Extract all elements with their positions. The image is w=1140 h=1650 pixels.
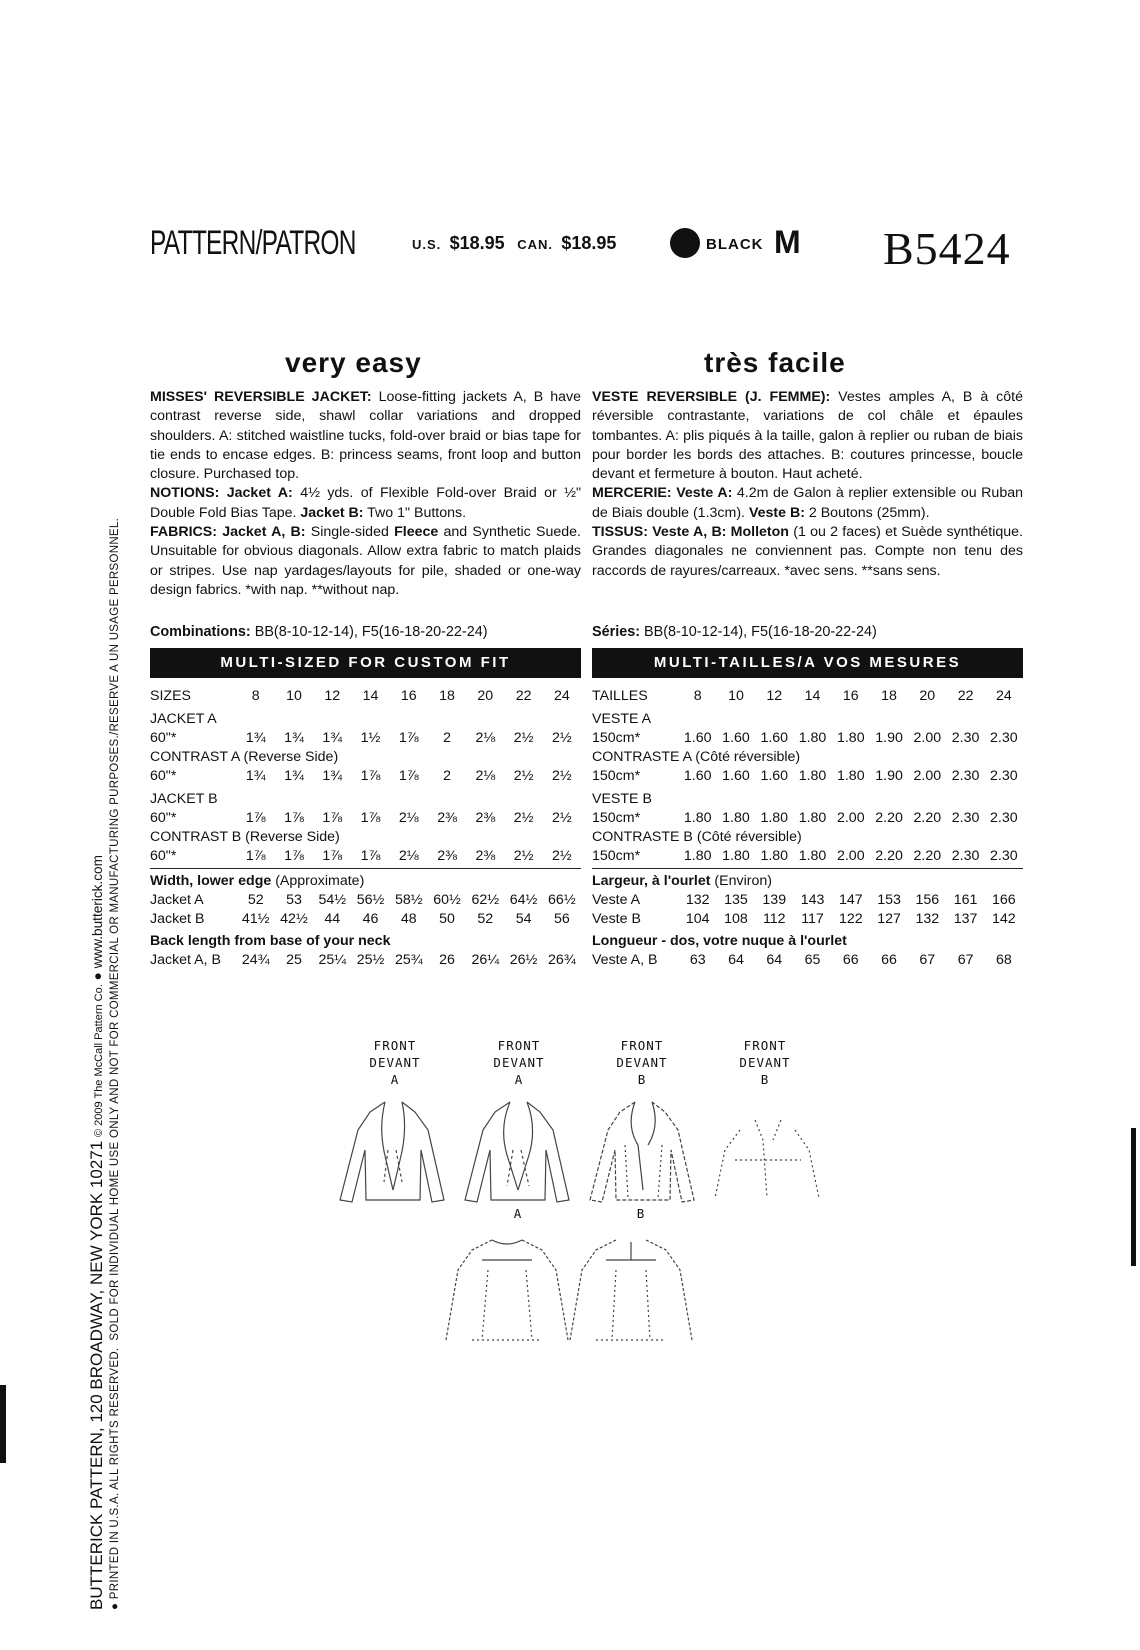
row-label: Jacket A, B: [150, 951, 221, 968]
table-divider-en: [150, 868, 581, 869]
cell: 135: [724, 891, 748, 908]
cell: 60½: [433, 891, 461, 908]
cell: 127: [877, 910, 901, 927]
cell: 64½: [509, 891, 538, 908]
notions-a-title: Jacket A:: [219, 485, 293, 502]
cell: 14: [804, 687, 821, 704]
cell: 1.80: [798, 729, 827, 746]
pattern-label: PATTERN/PATRON: [150, 224, 356, 262]
cell: 1⅞: [322, 809, 343, 826]
cell: 63: [689, 951, 706, 968]
cell: 25¾: [394, 951, 423, 968]
cell: 2.20: [875, 809, 903, 826]
cell: 1½: [360, 729, 381, 746]
table-row: [592, 747, 1023, 766]
cell: 52: [247, 891, 264, 908]
bullet-icon: ●: [109, 1602, 121, 1610]
row-label: JACKET B: [150, 790, 218, 807]
us-price: $18.95: [449, 233, 505, 253]
figure-label-back-a: A: [513, 1206, 523, 1221]
cell: 2.30: [951, 729, 980, 746]
cell: 1⅞: [360, 809, 381, 826]
fabrics-bold: Fleece: [394, 524, 439, 541]
cell: 8: [693, 687, 702, 704]
cell: 2.00: [836, 847, 865, 864]
width-title: Width, lower edge: [150, 872, 272, 889]
cell: 2½: [513, 847, 534, 864]
cell: 62½: [471, 891, 500, 908]
cell: 56: [553, 910, 570, 927]
row-label: 60"*: [150, 767, 177, 784]
cell: 10: [286, 687, 302, 704]
english-heading: very easy: [285, 347, 422, 378]
cell: 132: [685, 891, 710, 908]
cell: 143: [800, 891, 825, 908]
cell: 1.90: [875, 729, 903, 746]
width-note: (Approximate): [271, 872, 365, 889]
back-length-title: Longueur - dos, votre nuque à l'ourlet: [592, 932, 847, 949]
cell: 2⅛: [398, 809, 419, 826]
row-label: TAILLES: [592, 687, 648, 704]
cell: 2.00: [913, 729, 942, 746]
table-row: [150, 890, 581, 909]
combinations-fr: [592, 624, 877, 640]
cell: 1.80: [683, 847, 712, 864]
notions-title: MERCERIE:: [592, 485, 672, 502]
cell: 2⅜: [475, 847, 496, 864]
cell: 122: [838, 910, 863, 927]
cell: 25½: [356, 951, 385, 968]
cell: 2½: [551, 809, 572, 826]
website: www.butterick.com: [90, 855, 105, 969]
cell: 16: [842, 687, 859, 704]
can-label: CAN.: [517, 237, 553, 252]
figure-label-front-a1: FRONT DEVANT A: [369, 1038, 421, 1087]
cell: 24: [995, 687, 1012, 704]
cell: 1.80: [760, 809, 789, 826]
row-label: CONTRAST A (Reverse Side): [150, 748, 339, 765]
table-row: [150, 766, 581, 785]
cell: 1¾: [284, 767, 304, 784]
cell: 18: [439, 687, 455, 704]
cell: 1.60: [683, 729, 712, 746]
cell: 66: [842, 951, 859, 968]
table-row: [150, 686, 581, 705]
cell: 1.80: [836, 767, 865, 784]
cell: 1.60: [722, 729, 750, 746]
row-label: VESTE B: [592, 790, 652, 807]
table-row: [592, 686, 1023, 705]
garment-sketches: [330, 1090, 830, 1650]
cell: 1.60: [760, 729, 789, 746]
cell: 1.80: [722, 847, 750, 864]
scan-edge-mark: [1131, 1128, 1136, 1266]
row-label: Veste A, B: [592, 951, 658, 968]
cell: 1⅞: [360, 767, 381, 784]
cell: 2: [443, 729, 451, 746]
cell: 161: [953, 891, 978, 908]
table-row: [150, 747, 581, 766]
english-description: [150, 388, 581, 600]
row-label: CONTRAST B (Reverse Side): [150, 828, 340, 845]
table-row: [592, 827, 1023, 846]
table-section-header: [150, 928, 581, 950]
desc-text: Vestes amples A, B à côté réversible contrastante, variations de col châle et épaules tombantes. A: plis piqués à la taille, galon à replier ou ruban de biais pour border les bords des attaches. B: coutures princesse, boucle devant et fermeture à bouton. Haut acheté.: [592, 389, 1023, 483]
cell: 18: [881, 687, 897, 704]
width-title: Largeur, à l'ourlet: [592, 872, 711, 889]
figure-label-front-b2: FRONT DEVANT B: [739, 1038, 791, 1087]
cell: 166: [992, 891, 1016, 908]
printed-notice: PRINTED IN U.S.A. ALL RIGHTS RESERVED.: [109, 1347, 121, 1600]
row-label: VESTE A: [592, 710, 652, 727]
cell: 2.30: [951, 809, 980, 826]
cell: 147: [838, 891, 863, 908]
notions-a-text: 4½ yds. of Flexible Fold-over Braid or ½" Double Fold Bias Tape.: [150, 485, 581, 521]
row-label: Jacket A: [150, 891, 204, 908]
cell: 1⅞: [398, 767, 419, 784]
combinations-label: Combinations:: [150, 624, 251, 640]
cell: 2⅛: [398, 847, 419, 864]
cell: 44: [324, 910, 341, 927]
cell: 1.90: [875, 767, 903, 784]
table-row: [150, 785, 581, 808]
jacket-b-back-sketch: [570, 1240, 692, 1340]
row-label: JACKET A: [150, 710, 217, 727]
scan-edge-mark: [0, 1385, 6, 1463]
notions-title: NOTIONS:: [150, 485, 220, 502]
french-heading: très facile: [704, 347, 846, 378]
table-row: [150, 728, 581, 747]
row-label: 150cm*: [592, 729, 641, 746]
cell: 65: [804, 951, 821, 968]
cell: 46: [362, 910, 379, 927]
cell: 66: [881, 951, 897, 968]
cell: 2: [443, 767, 451, 784]
cell: 2.30: [951, 847, 980, 864]
cell: 2⅜: [475, 809, 496, 826]
cell: 139: [762, 891, 787, 908]
table-divider-fr: [592, 868, 1023, 869]
table-row: [150, 909, 581, 928]
cell: 22: [515, 687, 532, 704]
cell: 52: [477, 910, 494, 927]
notions-b-text: 2 Boutons (25mm).: [804, 504, 930, 521]
cell: 10: [728, 687, 744, 704]
notions-b-text: Two 1" Buttons.: [363, 504, 467, 521]
cell: 12: [324, 687, 341, 704]
notions-a-title: Veste A:: [671, 485, 733, 502]
cell: 104: [685, 910, 710, 927]
black-dot-icon: [670, 228, 700, 258]
cell: 117: [801, 910, 824, 927]
cell: 2½: [513, 809, 534, 826]
cell: 14: [362, 687, 379, 704]
cell: 42½: [280, 910, 308, 927]
cell: 2.00: [836, 809, 865, 826]
row-label: 150cm*: [592, 809, 641, 826]
row-label: 60"*: [150, 847, 177, 864]
french-description: [592, 388, 1023, 581]
table-row: [592, 766, 1023, 785]
cell: 1.80: [722, 809, 750, 826]
cell: 67: [919, 951, 936, 968]
width-note: (Environ): [710, 872, 772, 889]
cell: 2.30: [951, 767, 980, 784]
table-row: [150, 808, 581, 827]
price-class: BLACK: [706, 236, 764, 253]
cell: 8: [251, 687, 260, 704]
combinations-value: BB(8-10-12-14), F5(16-18-20-22-24): [640, 624, 877, 640]
cell: 2.00: [913, 767, 942, 784]
cell: 26½: [509, 951, 538, 968]
cell: 132: [915, 910, 940, 927]
cell: 24¾: [241, 951, 270, 968]
cell: 53: [286, 891, 302, 908]
cell: 1.80: [760, 847, 789, 864]
sold-notice: SOLD FOR INDIVIDUAL HOME USE ONLY AND NOT FOR COMMERCIAL OR MANUFACTURING PURPOSES./RESERVE A UN USAGE PERSONNEL.: [109, 517, 121, 1341]
cell: 41½: [241, 910, 270, 927]
table-row: [150, 950, 581, 969]
row-label: 150cm*: [592, 767, 641, 784]
cell: 142: [992, 910, 1016, 927]
cell: 1.60: [760, 767, 789, 784]
yardage-table-fr: [592, 686, 1023, 969]
figure-label-back-b: B: [636, 1206, 646, 1221]
row-label: Jacket B: [150, 910, 205, 927]
bullet-icon: ●: [90, 972, 105, 981]
cell: 2.30: [990, 847, 1018, 864]
cell: 26¼: [471, 951, 500, 968]
cell: 64: [766, 951, 783, 968]
jacket-b-front-sketch-1: [590, 1102, 694, 1202]
cell: 66½: [548, 891, 576, 908]
back-length-title: Back length from base of your neck: [150, 932, 391, 949]
row-label: 60"*: [150, 809, 177, 826]
cell: 2½: [551, 767, 572, 784]
cell: 25: [286, 951, 302, 968]
banner-en: MULTI-SIZED FOR CUSTOM FIT: [150, 648, 581, 678]
fabrics-title: TISSUS: Veste A, B: Molleton: [592, 524, 789, 541]
copyright: © 2009 The McCall Pattern Co.: [93, 984, 105, 1138]
size-range-letter: M: [774, 224, 801, 260]
yardage-table-en: [150, 686, 581, 969]
row-label: Veste A: [592, 891, 641, 908]
table-row: [592, 890, 1023, 909]
cell: 1⅞: [245, 847, 266, 864]
cell: 2½: [513, 729, 534, 746]
desc-title: MISSES' REVERSIBLE JACKET:: [150, 389, 372, 405]
row-label: CONTRASTE A (Côté réversible): [592, 748, 801, 765]
cell: 54: [515, 910, 532, 927]
row-label: SIZES: [150, 687, 191, 704]
cell: 2½: [551, 847, 572, 864]
jacket-a-back-sketch: [446, 1240, 568, 1340]
table-row: [592, 808, 1023, 827]
cell: 54½: [318, 891, 347, 908]
cell: 2.30: [990, 729, 1018, 746]
combinations-value: BB(8-10-12-14), F5(16-18-20-22-24): [250, 624, 488, 640]
cell: 2.30: [990, 767, 1018, 784]
cell: 2.20: [875, 847, 903, 864]
cell: 1¾: [245, 767, 266, 784]
table-row: [592, 950, 1023, 969]
notions-b-title: Jacket B:: [296, 504, 364, 521]
cell: 1⅞: [245, 809, 266, 826]
cell: 1.60: [683, 767, 712, 784]
table-row: [592, 785, 1023, 808]
cell: 2½: [513, 767, 534, 784]
cell: 68: [995, 951, 1012, 968]
cell: 50: [439, 910, 455, 927]
banner-fr: MULTI-TAILLES/A VOS MESURES: [592, 648, 1023, 678]
cell: 2⅛: [475, 767, 496, 784]
cell: 1⅞: [284, 809, 304, 826]
cell: 1⅞: [398, 729, 419, 746]
notions-a-text: 4.2m de Galon à replier extensible ou Ruban de Biais double (1.3cm).: [592, 485, 1023, 521]
cell: 24: [553, 687, 570, 704]
cell: 1.60: [722, 767, 750, 784]
fabrics-text: Single-sided: [305, 524, 395, 541]
desc-title: VESTE REVERSIBLE (J. FEMME):: [592, 389, 831, 405]
cell: 1¾: [322, 729, 343, 746]
cell: 1.80: [798, 767, 827, 784]
cell: 25¼: [318, 951, 347, 968]
cell: 1¾: [322, 767, 343, 784]
combinations-en: [150, 624, 488, 640]
cell: 2⅛: [475, 729, 496, 746]
cell: 26¾: [548, 951, 576, 968]
table-row: [592, 728, 1023, 747]
cell: 156: [915, 891, 940, 908]
figure-label-front-b1: FRONT DEVANT B: [616, 1038, 668, 1087]
cell: 64: [728, 951, 744, 968]
cell: 56½: [356, 891, 385, 908]
cell: 22: [957, 687, 974, 704]
jacket-a-front-sketch-2: [465, 1102, 569, 1202]
publisher-address: BUTTERICK PATTERN, 120 BROADWAY, NEW YORK 10271: [87, 1140, 106, 1610]
cell: 67: [957, 951, 974, 968]
fabrics-text2: and Synthetic Suede. Unsuitable for obvious diagonals. Allow extra fabric to match plaids or stripes. Use nap yardages/layouts for pile, shaded or one-way design fabrics. *with nap. **without nap.: [150, 524, 581, 598]
jacket-b-front-sketch-2: [715, 1120, 819, 1198]
table-row: [150, 827, 581, 846]
combinations-label: Séries:: [592, 624, 640, 640]
can-price: $18.95: [561, 233, 617, 253]
cell: 2½: [551, 729, 572, 746]
cell: 112: [762, 910, 786, 927]
cell: 16: [400, 687, 417, 704]
cell: 58½: [394, 891, 423, 908]
publisher-legal: [109, 518, 121, 1610]
row-label: 60"*: [150, 729, 177, 746]
table-section-header: [592, 928, 1023, 950]
cell: 2⅜: [437, 847, 457, 864]
fabrics-text: (1 ou 2 faces) et Suède synthétique. Grandes diagonales ne conviennent pas. Compte non tenu des raccords de rayures/carreaux. *avec sens. **sans sens.: [592, 524, 1023, 579]
cell: 2.30: [990, 809, 1018, 826]
cell: 1.80: [836, 729, 865, 746]
table-row: [592, 909, 1023, 928]
cell: 1.80: [683, 809, 712, 826]
cell: 26: [439, 951, 455, 968]
cell: 1.80: [798, 809, 827, 826]
us-label: U.S.: [412, 237, 442, 252]
table-row: [592, 846, 1023, 865]
row-label: 150cm*: [592, 847, 641, 864]
row-label: Veste B: [592, 910, 641, 927]
cell: 2.20: [913, 847, 942, 864]
row-label: CONTRASTE B (Côté réversible): [592, 828, 802, 845]
cell: 108: [724, 910, 748, 927]
cell: 12: [766, 687, 783, 704]
notions-b-title: Veste B:: [745, 504, 805, 521]
cell: 2.20: [913, 809, 942, 826]
table-row: [592, 705, 1023, 728]
cell: 1⅞: [360, 847, 381, 864]
jacket-a-front-sketch-1: [340, 1102, 444, 1202]
figure-label-front-a2: FRONT DEVANT A: [493, 1038, 545, 1087]
table-row: [150, 705, 581, 728]
desc-text: Loose-fitting jackets A, B have contrast reverse side, shawl collar variations and dropped shoulders. A: stitched waistline tucks, fold-over braid or bias tape for tie ends to encase edges. B: princess seams, front loop and button closure. Purchased top.: [150, 389, 581, 483]
fabrics-title: FABRICS: Jacket A, B:: [150, 524, 306, 541]
cell: 137: [953, 910, 978, 927]
cell: 20: [919, 687, 936, 704]
pattern-number: B5424: [883, 223, 1011, 274]
cell: 1⅞: [284, 847, 304, 864]
publisher-sidebar: [87, 360, 107, 1610]
cell: 20: [477, 687, 494, 704]
price-line: [412, 233, 616, 254]
cell: 48: [400, 910, 417, 927]
table-row: [150, 846, 581, 865]
cell: 1¾: [245, 729, 266, 746]
cell: 153: [877, 891, 901, 908]
cell: 2⅜: [437, 809, 457, 826]
cell: 1¾: [284, 729, 304, 746]
cell: 1⅞: [322, 847, 343, 864]
cell: 1.80: [798, 847, 827, 864]
